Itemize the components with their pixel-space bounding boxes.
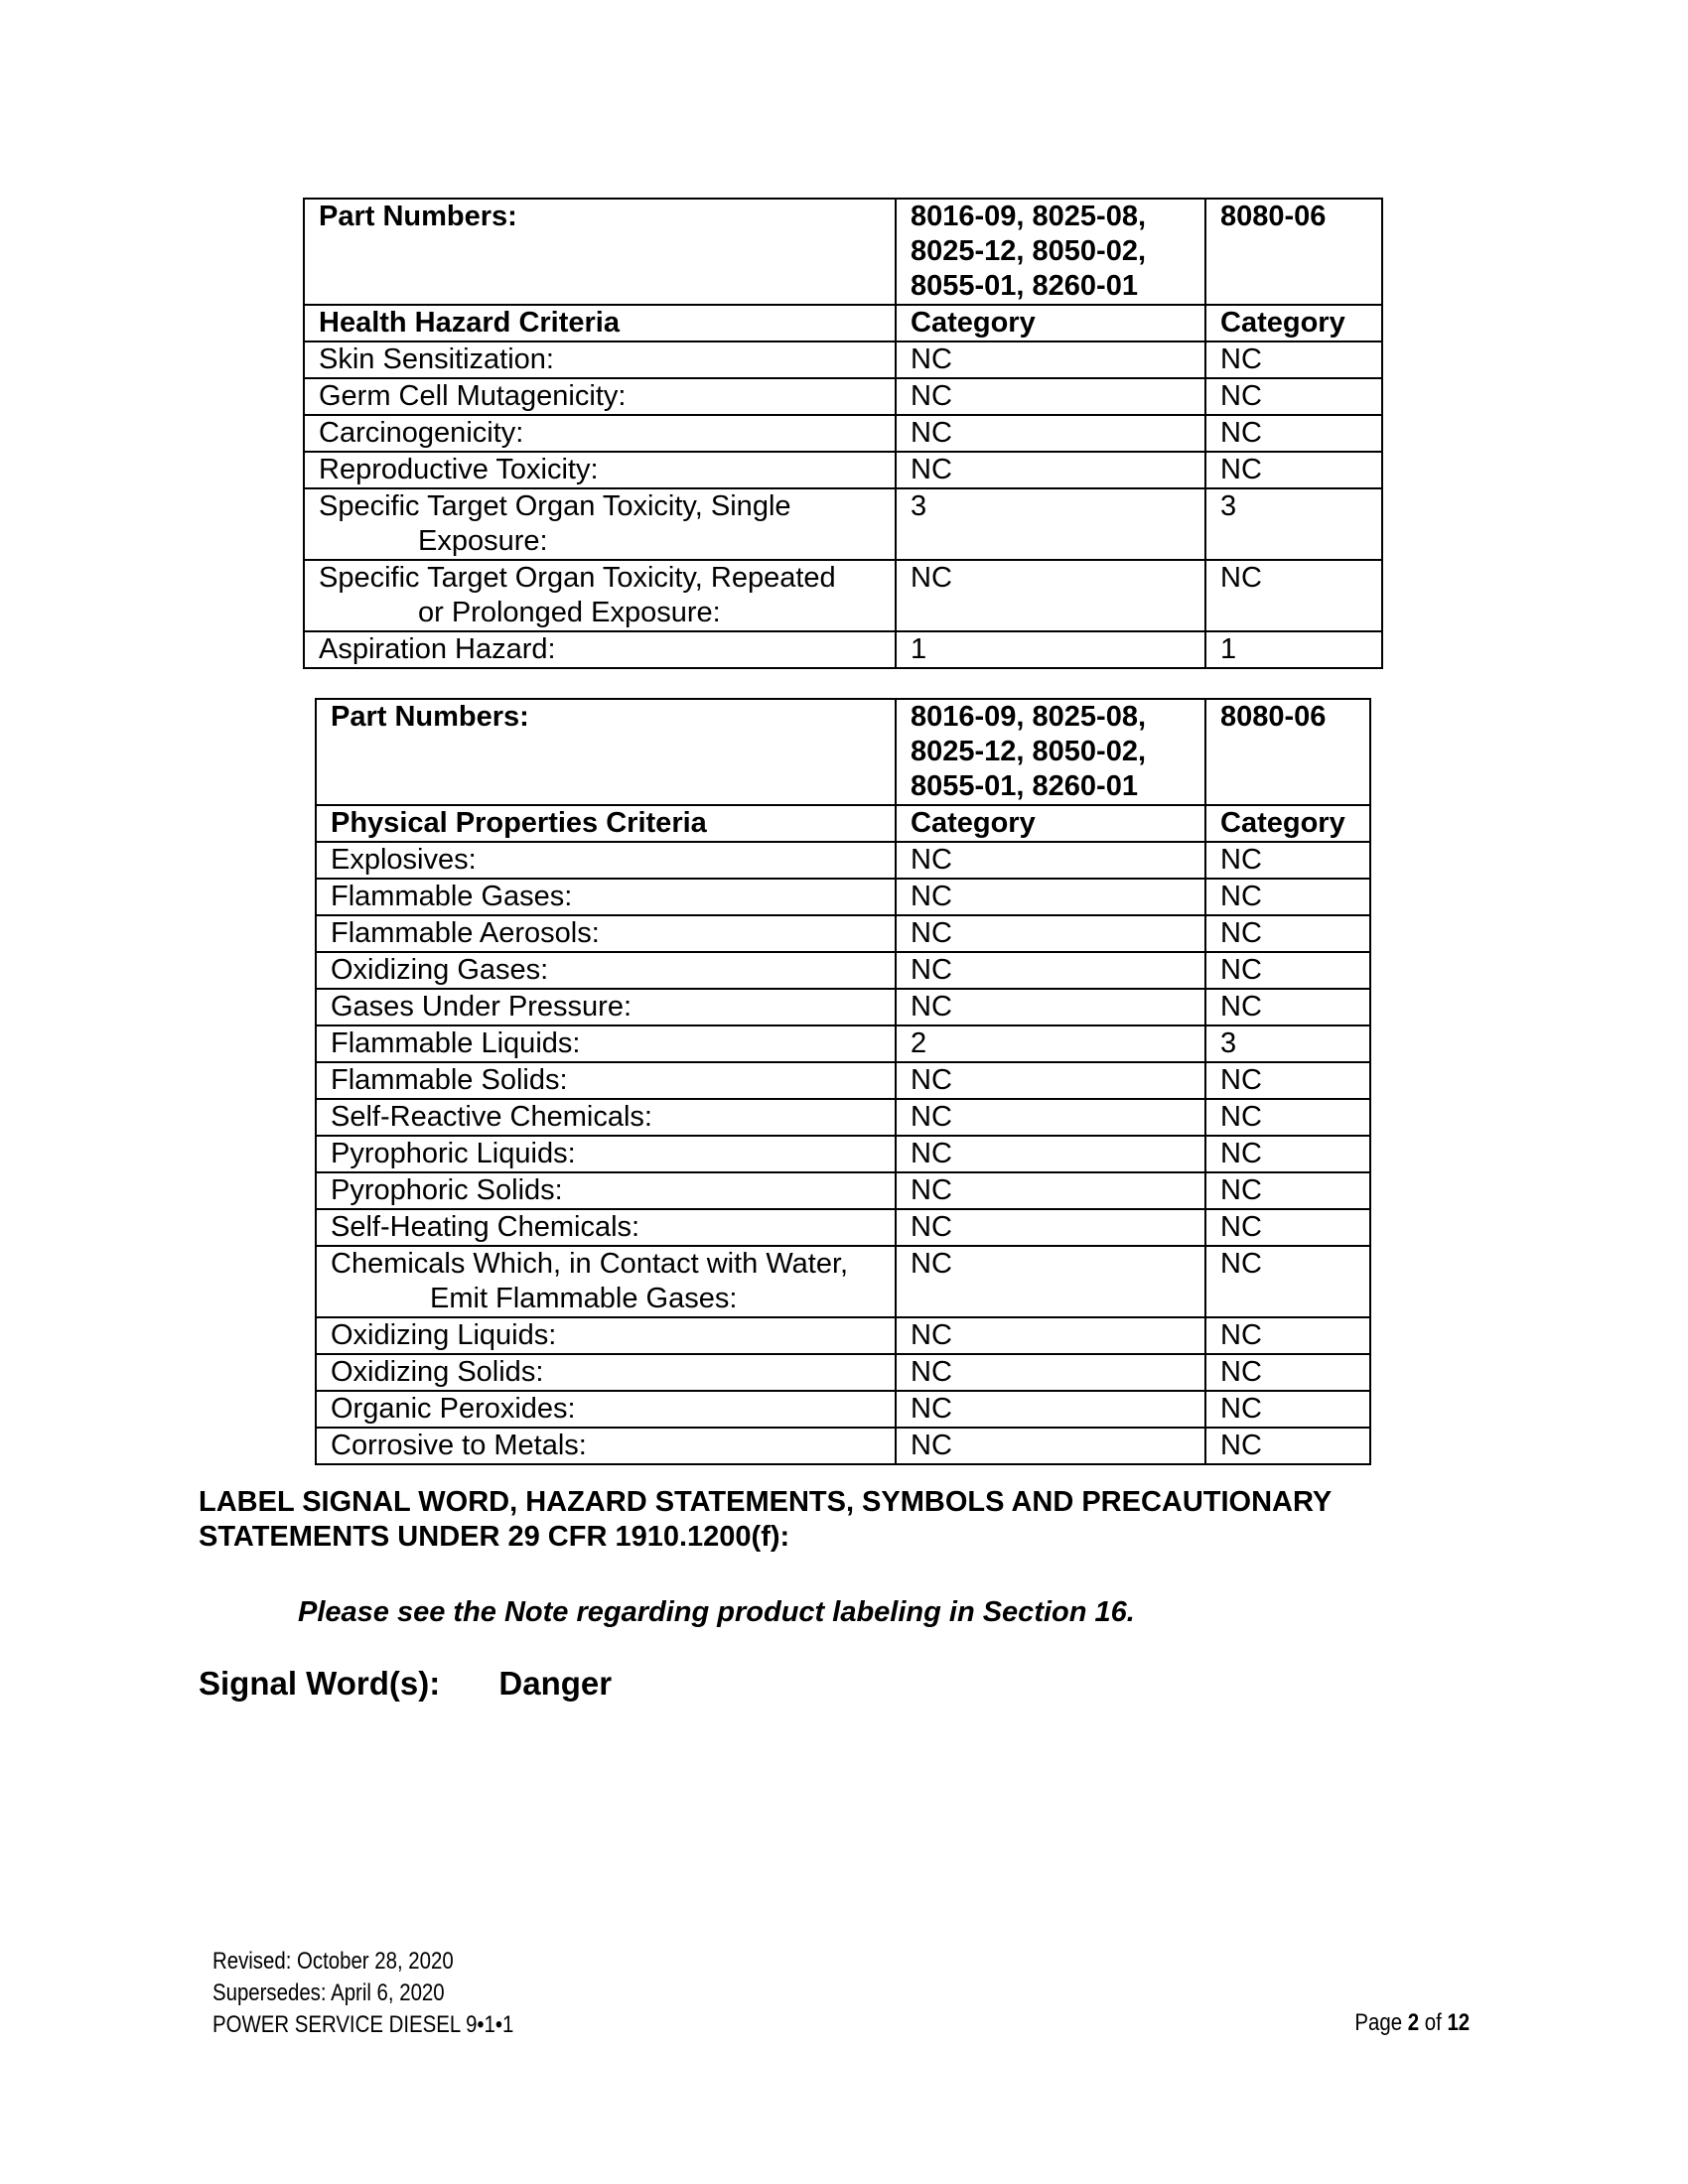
category-value: NC xyxy=(1205,1354,1370,1391)
criterion-label: Organic Peroxides: xyxy=(316,1391,896,1428)
category-value: NC xyxy=(896,1209,1205,1246)
part-numbers-group-1: 8016-09, 8025-08, 8025-12, 8050-02, 8055-01, 8260-01 xyxy=(896,199,1205,305)
category-value: NC xyxy=(896,1172,1205,1209)
criterion-label: Flammable Gases: xyxy=(316,879,896,915)
product-name: POWER SERVICE DIESEL 9•1•1 xyxy=(212,2011,514,2038)
signal-word-value: Danger xyxy=(498,1665,613,1702)
criterion-label: Self-Heating Chemicals: xyxy=(316,1209,896,1246)
criterion-label: Self-Reactive Chemicals: xyxy=(316,1099,896,1136)
category-value: NC xyxy=(896,1062,1205,1099)
physical-properties-table xyxy=(315,698,1371,1465)
table-row xyxy=(316,952,1370,989)
criterion-label: Carcinogenicity: xyxy=(304,415,896,452)
part-numbers-group-2: 8080-06 xyxy=(1205,199,1382,305)
category-value: NC xyxy=(1205,1209,1370,1246)
part-numbers-row xyxy=(304,199,1382,305)
table-row xyxy=(316,1391,1370,1428)
table-row xyxy=(316,1317,1370,1354)
part-numbers-row xyxy=(316,699,1370,805)
table-row xyxy=(316,915,1370,952)
criterion-label: Reproductive Toxicity: xyxy=(304,452,896,488)
criterion-label: Gases Under Pressure: xyxy=(316,989,896,1025)
category-value: NC xyxy=(1205,1391,1370,1428)
table-row xyxy=(316,989,1370,1025)
category-value: NC xyxy=(1205,1136,1370,1172)
category-value: NC xyxy=(1205,952,1370,989)
category-value: 1 xyxy=(1205,631,1382,668)
category-value: NC xyxy=(1205,879,1370,915)
category-value: NC xyxy=(896,1317,1205,1354)
criterion-label-line2: or Prolonged Exposure: xyxy=(418,597,721,628)
category-value: NC xyxy=(896,879,1205,915)
category-value: 3 xyxy=(1205,488,1382,560)
criterion-label: Pyrophoric Solids: xyxy=(316,1172,896,1209)
criterion-label-line2: Exposure: xyxy=(418,525,548,557)
criterion-label-line1: Chemicals Which, in Contact with Water, xyxy=(331,1248,849,1280)
category-value: 3 xyxy=(1205,1025,1370,1062)
category-value: 2 xyxy=(896,1025,1205,1062)
criterion-label-line1: Specific Target Organ Toxicity, Single xyxy=(319,490,791,522)
criterion-label: Oxidizing Liquids: xyxy=(316,1317,896,1354)
table-row xyxy=(316,879,1370,915)
criterion-label: Flammable Solids: xyxy=(316,1062,896,1099)
category-value: NC xyxy=(896,1099,1205,1136)
table-row xyxy=(304,341,1382,378)
criterion-label-line2: Emit Flammable Gases: xyxy=(430,1283,738,1314)
category-header-1: Category xyxy=(896,805,1205,842)
category-value: 1 xyxy=(896,631,1205,668)
criterion-label: Skin Sensitization: xyxy=(304,341,896,378)
category-value: NC xyxy=(1205,560,1382,631)
category-value: NC xyxy=(1205,989,1370,1025)
table-row xyxy=(316,1172,1370,1209)
page-number xyxy=(1354,2009,1470,2037)
criterion-label-line1: Specific Target Organ Toxicity, Repeated xyxy=(319,562,836,594)
criterion-label: Flammable Liquids: xyxy=(316,1025,896,1062)
category-value: NC xyxy=(896,1354,1205,1391)
category-value: NC xyxy=(1205,378,1382,415)
criterion-label: Explosives: xyxy=(316,842,896,879)
category-value: NC xyxy=(1205,1099,1370,1136)
category-value: NC xyxy=(896,452,1205,488)
revised-date: Revised: October 28, 2020 xyxy=(212,1948,454,1975)
table-row xyxy=(304,415,1382,452)
category-value: 3 xyxy=(896,488,1205,560)
table-row xyxy=(316,842,1370,879)
labeling-note: Please see the Note regarding product labeling in Section 16. xyxy=(298,1596,1135,1628)
criterion-label: Germ Cell Mutagenicity: xyxy=(304,378,896,415)
criteria-header: Physical Properties Criteria xyxy=(316,805,896,842)
health-hazard-table xyxy=(303,198,1383,669)
category-value: NC xyxy=(896,378,1205,415)
table-row xyxy=(316,1136,1370,1172)
page-current: 2 xyxy=(1407,2009,1419,2036)
criteria-header-row xyxy=(316,805,1370,842)
category-value: NC xyxy=(896,989,1205,1025)
category-value: NC xyxy=(1205,915,1370,952)
signal-word xyxy=(199,1665,612,1703)
table-row xyxy=(316,1099,1370,1136)
supersedes-date: Supersedes: April 6, 2020 xyxy=(212,1979,445,2006)
criterion-label: Pyrophoric Liquids: xyxy=(316,1136,896,1172)
category-value: NC xyxy=(896,1246,1205,1317)
signal-word-label: Signal Word(s): xyxy=(199,1665,441,1702)
criterion-label xyxy=(316,1246,896,1317)
category-value: NC xyxy=(1205,1062,1370,1099)
criterion-label: Oxidizing Solids: xyxy=(316,1354,896,1391)
part-numbers-group-2: 8080-06 xyxy=(1205,699,1370,805)
category-value: NC xyxy=(896,842,1205,879)
table-row xyxy=(316,1428,1370,1464)
category-value: NC xyxy=(896,415,1205,452)
category-value: NC xyxy=(896,915,1205,952)
table-row xyxy=(316,1025,1370,1062)
criteria-header: Health Hazard Criteria xyxy=(304,305,896,341)
category-value: NC xyxy=(896,560,1205,631)
label-heading-line2: STATEMENTS UNDER 29 CFR 1910.1200(f): xyxy=(199,1521,790,1553)
page-total: 12 xyxy=(1447,2009,1470,2036)
category-value: NC xyxy=(896,1428,1205,1464)
category-value: NC xyxy=(896,1136,1205,1172)
criterion-label xyxy=(304,488,896,560)
page-of: of xyxy=(1424,2009,1442,2036)
criterion-label xyxy=(304,560,896,631)
category-value: NC xyxy=(1205,341,1382,378)
table-row xyxy=(304,631,1382,668)
category-value: NC xyxy=(896,341,1205,378)
table-row xyxy=(316,1354,1370,1391)
category-value: NC xyxy=(1205,415,1382,452)
table-row xyxy=(316,1209,1370,1246)
criterion-label: Aspiration Hazard: xyxy=(304,631,896,668)
table-row xyxy=(304,452,1382,488)
criterion-label: Flammable Aerosols: xyxy=(316,915,896,952)
category-header-1: Category xyxy=(896,305,1205,341)
label-section-heading xyxy=(199,1485,1489,1555)
table-row xyxy=(304,560,1382,631)
category-header-2: Category xyxy=(1205,805,1370,842)
category-value: NC xyxy=(1205,1246,1370,1317)
category-header-2: Category xyxy=(1205,305,1382,341)
table-row xyxy=(304,378,1382,415)
page-prefix: Page xyxy=(1354,2009,1402,2036)
label-heading-line1: LABEL SIGNAL WORD, HAZARD STATEMENTS, SYMBOLS AND PRECAUTIONARY xyxy=(199,1486,1333,1518)
category-value: NC xyxy=(896,952,1205,989)
table-row xyxy=(304,488,1382,560)
table-row xyxy=(316,1062,1370,1099)
table-row xyxy=(316,1246,1370,1317)
category-value: NC xyxy=(896,1391,1205,1428)
category-value: NC xyxy=(1205,842,1370,879)
criteria-header-row xyxy=(304,305,1382,341)
category-value: NC xyxy=(1205,1172,1370,1209)
part-numbers-label: Part Numbers: xyxy=(304,199,896,305)
criterion-label: Oxidizing Gases: xyxy=(316,952,896,989)
criterion-label: Corrosive to Metals: xyxy=(316,1428,896,1464)
part-numbers-label: Part Numbers: xyxy=(316,699,896,805)
part-numbers-group-1: 8016-09, 8025-08, 8025-12, 8050-02, 8055-01, 8260-01 xyxy=(896,699,1205,805)
document-footer xyxy=(212,1946,513,2041)
category-value: NC xyxy=(1205,1428,1370,1464)
category-value: NC xyxy=(1205,1317,1370,1354)
category-value: NC xyxy=(1205,452,1382,488)
